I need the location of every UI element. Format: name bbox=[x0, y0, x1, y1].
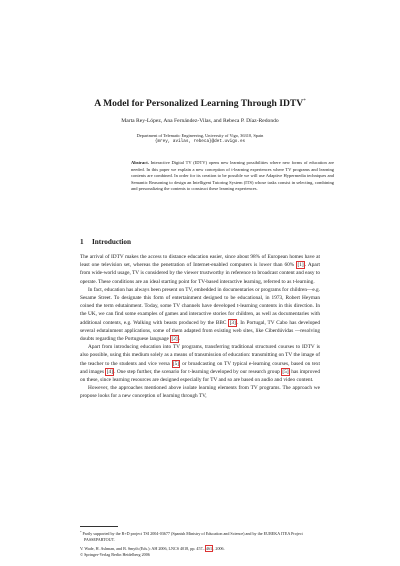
paragraph-text: Apart from introducing education into TV programs, transferring traditional structured courses to IDTV is also possible, using this medium solely as a means of transmission of education: transmitting on TV the image of the teacher to the students and vice versa bbox=[80, 344, 320, 367]
paragraph-text: In fact, education has always been present on TV, embedded in documentaries or programs for children—e.g. Sesame Street. To designate this form of entertainment designed to be educational, in 1973, Robert Heyman coined the term edutainment. Today, some TV channels have developed t-learning contents in this direction. In the UK, we can find some examples of games and interactive stories for children, as well as documentaries with additional contents, e.g. Walking with beasts produced by the BBC bbox=[80, 286, 320, 326]
paragraph-text: . In Portugal, TV Cabo has developed several edutainment applications, some of them adapted from existing web sites, like Ciberdúvidas —resolving doubts regarding the Portuguese language bbox=[80, 319, 320, 343]
paragraph-text: or broadcasting on TV typical e-learning courses, based on text and images bbox=[80, 360, 321, 375]
paragraph-text: However, the approaches mentioned above isolate learning elements from TV programs. The approach we propose looks for a new conception of learning through TV, bbox=[80, 385, 320, 400]
footnote bbox=[80, 529, 320, 543]
citation-link[interactable]: [2] bbox=[171, 336, 178, 343]
section-heading bbox=[80, 238, 131, 247]
citation-link[interactable]: [5] bbox=[282, 368, 289, 375]
title-text: A Model for Personalized Learning Through IDTV bbox=[94, 98, 304, 109]
citation-link[interactable]: [1] bbox=[297, 262, 304, 269]
paragraph bbox=[80, 384, 320, 400]
publication-text: , 2006. bbox=[213, 546, 225, 551]
title-footnote-mark: * bbox=[303, 99, 306, 104]
page-range-link[interactable]: 461 bbox=[205, 546, 213, 551]
section-title: Introduction bbox=[92, 238, 132, 246]
abstract bbox=[131, 160, 334, 193]
paragraph-text: has improved on these, since learning resources are designed especially for TV and so are based on audio and video content. bbox=[80, 368, 320, 384]
section-number: 1 bbox=[80, 238, 84, 246]
paragraph bbox=[80, 286, 320, 343]
footnote-area bbox=[80, 529, 320, 558]
author-list: Marta Rey-López, Ana Fernández-Vilas, and Rebeca P. Díaz-Redondo bbox=[121, 118, 279, 124]
paper-title bbox=[0, 96, 400, 110]
citation-link[interactable]: [3] bbox=[229, 319, 236, 326]
paragraph-text: . One step further, the scenario for t-learning developed by our research group bbox=[114, 368, 282, 375]
copyright-line: © Springer-Verlag Berlin Heidelberg 2006 bbox=[80, 552, 150, 557]
abstract-label: Abstract. bbox=[131, 160, 149, 165]
paragraph bbox=[80, 253, 320, 286]
publication-info bbox=[80, 546, 320, 558]
paragraph-text: The arrival of IDTV makes the access to distance education easier, since about 98% of European homes have at least one television set, whereas the penetration of Internet-enabled computers is lower than 60% bbox=[80, 254, 320, 269]
citation-link[interactable]: [5] bbox=[172, 360, 179, 367]
body-text bbox=[80, 253, 320, 401]
publication-text: V. Wade, H. Ashman, and B. Smyth (Eds.): AH 2006, LNCS 4018, pp. 457– bbox=[80, 546, 205, 551]
paragraph-text: . bbox=[178, 336, 181, 343]
paragraph bbox=[80, 343, 320, 384]
footnote-text: Partly supported by the R+D project TSI 2004-03677 (Spanish Ministry of Education and Science) and by the EUREKA ITEA Project PASSEPARTOUT. bbox=[82, 531, 303, 542]
abstract-text: Interactive Digital TV (IDTV) opens new learning possibilities where new forms of education are needed. In this paper we explain a new conception of t-learning experiences where TV programs and learning contents are combined. In order for its creation to be possible we will use Adaptive Hypermedia techniques and Semantic Reasoning to design an Intelligent Tutoring System (ITS) whose tasks consist in selecting, combining and personalizing the contents to construct these learning experiences. bbox=[131, 160, 334, 192]
author-emails: {mrey, avilas, rebeca}@det.uvigo.es bbox=[154, 139, 246, 144]
paragraph-text: . Apart from wide-world usage, TV is considered by the viewer trustworthy in reference to broadcast content and easy to operate. These conditions are an ideal starting point for TV-based interactive learning, referred to as t-learning. bbox=[80, 262, 320, 285]
footnote-mark: * bbox=[80, 530, 82, 534]
citation-link[interactable]: [4] bbox=[106, 368, 113, 375]
affiliation: Department of Telematic Engineering, University of Vigo, 36310, Spain bbox=[136, 133, 264, 138]
footnote-divider bbox=[80, 526, 118, 527]
